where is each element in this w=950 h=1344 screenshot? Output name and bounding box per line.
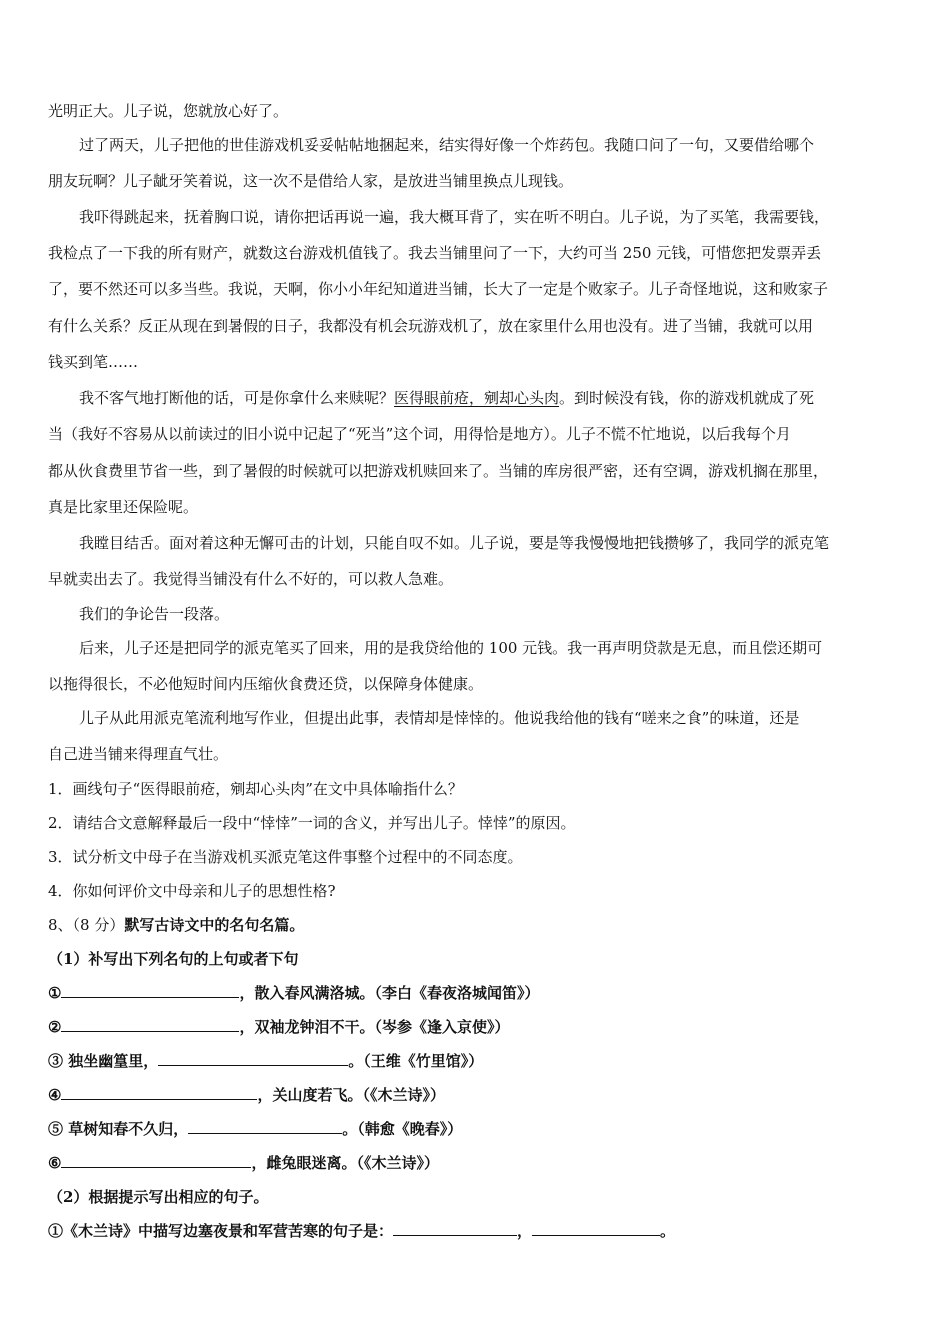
part2-title: （2）根据提示写出相应的句子。 bbox=[48, 1188, 269, 1206]
answer-blank[interactable] bbox=[61, 983, 239, 998]
part1-title: （1）补写出下列名句的上句或者下句 bbox=[48, 950, 299, 968]
item-suffix: ，双袖龙钟泪不干。（岑参《逢入京使》） bbox=[239, 1018, 510, 1036]
passage-line: 过了两天，儿子把他的世佳游戏机妥妥帖帖地捆起来，结实得好像一个炸药包。我随口问了一句，又要借给哪个 bbox=[79, 136, 815, 154]
item-suffix: ，散入春风满洛城。（李白《春夜洛城闻笛》） bbox=[239, 984, 540, 1002]
item-prefix: ① bbox=[48, 984, 62, 1002]
item-suffix: 。（韩愈《晚春》） bbox=[342, 1120, 463, 1138]
passage-line: 当（我好不容易从以前读过的旧小说中记起了“死当”这个词，用得恰是地方）。儿子不慌不忙地说，以后我每个月 bbox=[48, 425, 791, 443]
question-8-heading bbox=[48, 915, 304, 935]
item-prefix: ⑤ 草树知春不久归， bbox=[48, 1120, 189, 1138]
passage-line: 光明正大。儿子说，您就放心好了。 bbox=[48, 102, 289, 120]
question-2: 2．请结合文意解释最后一段中“悻悻”一词的含义，并写出儿子。悻悻”的原因。 bbox=[48, 814, 576, 832]
passage-line: 朋友玩啊？儿子龇牙笑着说，这一次不是借给人家，是放进当铺里换点儿现钱。 bbox=[48, 172, 574, 190]
passage-line: 了，要不然还可以多当些。我说，天啊，你小小年纪知道进当铺，长大了一定是个败家子。儿子奇怪地说，这和败家子 bbox=[48, 280, 829, 298]
passage-line: 我们的争论告一段落。 bbox=[79, 605, 230, 623]
passage-text: 我不客气地打断他的话，可是你拿什么来赎呢？ bbox=[79, 389, 395, 407]
fill-item-3 bbox=[48, 1051, 483, 1071]
part2-item-1 bbox=[48, 1221, 675, 1241]
passage-line: 自己进当铺来得理直气壮。 bbox=[48, 745, 229, 763]
item-prefix: ①《木兰诗》中描写边塞夜景和军营苦寒的句子是： bbox=[48, 1222, 394, 1240]
item-suffix: 。 bbox=[660, 1222, 676, 1240]
fill-item-6 bbox=[48, 1153, 439, 1173]
passage-line-with-underline bbox=[79, 388, 814, 408]
answer-blank[interactable] bbox=[61, 1085, 257, 1100]
answer-blank[interactable] bbox=[158, 1051, 348, 1066]
passage-line: 我瞠目结舌。面对着这种无懈可击的计划，只能自叹不如。儿子说，要是等我慢慢地把钱攒够了，我同学的派克笔 bbox=[79, 534, 830, 552]
passage-line: 后来，儿子还是把同学的派克笔买了回来，用的是我贷给他的 100 元钱。我一再声明贷款是无息，而且偿还期可 bbox=[79, 639, 823, 657]
passage-line: 我检点了一下我的所有财产，就数这台游戏机值钱了。我去当铺里问了一下，大约可当 250 元钱，可惜您把发票弄丢 bbox=[48, 244, 822, 262]
passage-line: 钱买到笔…… bbox=[48, 353, 139, 371]
answer-blank[interactable] bbox=[61, 1153, 251, 1168]
passage-line: 都从伙食费里节省一些，到了暑假的时候就可以把游戏机赎回来了。当铺的库房很严密，还有空调，游戏机搁在那里， bbox=[48, 462, 829, 480]
fill-item-5 bbox=[48, 1119, 462, 1139]
item-prefix: ⑥ bbox=[48, 1154, 62, 1172]
underlined-sentence: 医得眼前疮，剜却心头肉 bbox=[394, 389, 560, 407]
fill-item-4 bbox=[48, 1085, 445, 1105]
answer-blank[interactable] bbox=[61, 1017, 239, 1032]
answer-blank[interactable] bbox=[188, 1119, 342, 1134]
question-title: 默写古诗文中的名句名篇。 bbox=[124, 916, 305, 934]
item-suffix: ，关山度若飞。（《木兰诗》） bbox=[257, 1086, 445, 1104]
passage-line: 以拖得很长，不必他短时间内压缩伙食费还贷，以保障身体健康。 bbox=[48, 675, 484, 693]
item-suffix: ，雌兔眼迷离。（《木兰诗》） bbox=[251, 1154, 439, 1172]
question-3: 3．试分析文中母子在当游戏机买派克笔这件事整个过程中的不同态度。 bbox=[48, 848, 523, 866]
passage-line: 有什么关系？反正从现在到暑假的日子，我都没有机会玩游戏机了，放在家里什么用也没有。进了当铺，我就可以用 bbox=[48, 317, 814, 335]
item-suffix: 。（王维《竹里馆》） bbox=[348, 1052, 484, 1070]
question-4: 4．你如何评价文中母亲和儿子的思想性格? bbox=[48, 882, 336, 900]
question-1: 1．画线句子“医得眼前疮，剜却心头肉”在文中具体喻指什么？ bbox=[48, 780, 463, 798]
question-number: 8、（8 分） bbox=[48, 916, 125, 934]
answer-blank[interactable] bbox=[393, 1221, 517, 1236]
passage-line: 早就卖出去了。我觉得当铺没有什么不好的，可以救人急难。 bbox=[48, 570, 454, 588]
item-prefix: ④ bbox=[48, 1086, 62, 1104]
fill-item-2 bbox=[48, 1017, 509, 1037]
item-separator: ， bbox=[517, 1222, 533, 1240]
fill-item-1 bbox=[48, 983, 539, 1003]
passage-line: 儿子从此用派克笔流利地写作业，但提出此事，表情却是悻悻的。他说我给他的钱有“嗟来之食”的味道，还是 bbox=[79, 709, 800, 727]
passage-line: 真是比家里还保险呢。 bbox=[48, 498, 199, 516]
item-prefix: ② bbox=[48, 1018, 62, 1036]
passage-line: 我吓得跳起来，抚着胸口说，请你把话再说一遍，我大概耳背了，实在听不明白。儿子说，为了买笔，我需要钱， bbox=[79, 208, 830, 226]
answer-blank[interactable] bbox=[532, 1221, 660, 1236]
item-prefix: ③ 独坐幽篁里， bbox=[48, 1052, 159, 1070]
passage-text: 。到时候没有钱，你的游戏机就成了死 bbox=[559, 389, 815, 407]
